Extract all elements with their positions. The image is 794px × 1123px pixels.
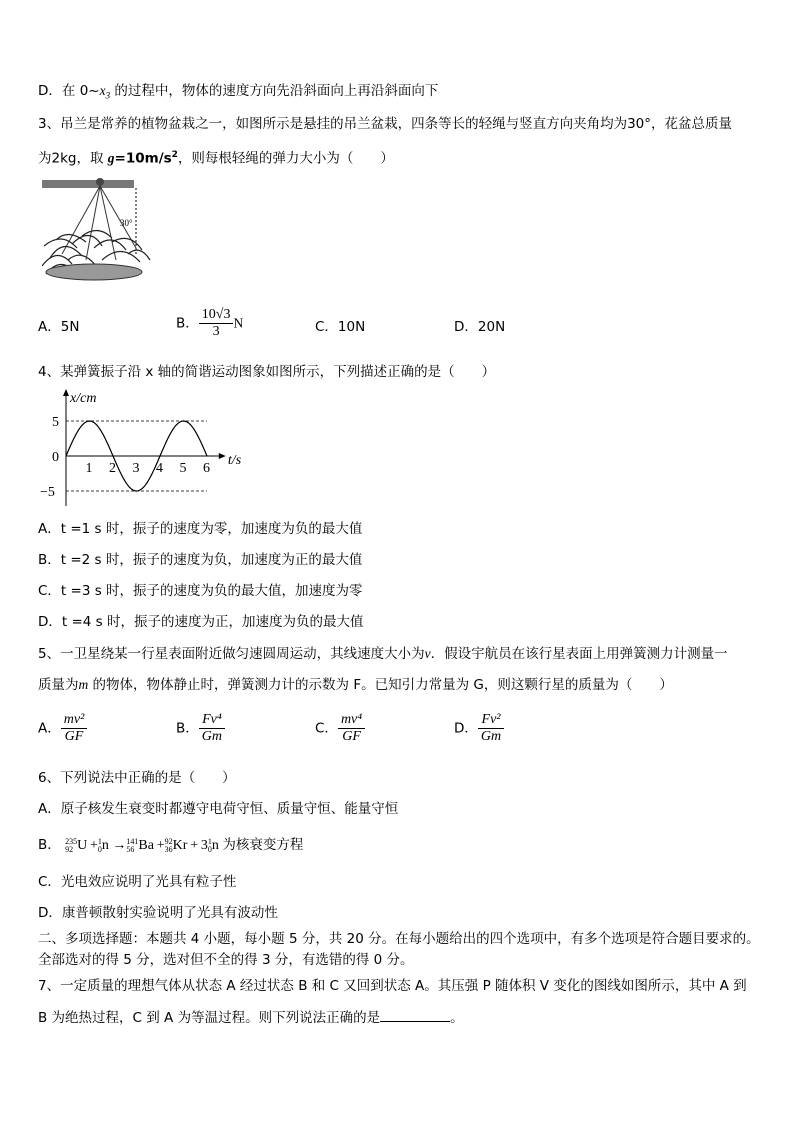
nuclear-equation: 235 92 U + 1 0 n → 141 56 Ba + 92 36 Kr + 3 1 0 n — [65, 836, 223, 854]
denominator: GF — [342, 729, 361, 744]
y-axis-label: x/cm — [70, 391, 97, 406]
q3-stem-line2 — [38, 146, 394, 168]
rope — [100, 186, 136, 248]
variable-g: g — [107, 150, 115, 166]
q6-option-c: C．光电效应说明了光具有粒子性 — [38, 874, 237, 890]
y-tick-label: 5 — [52, 415, 59, 430]
q3-option-a: A．5N — [38, 319, 80, 335]
stem-part: 的物体，物体静止时，弹簧测力计的示数为 F。已知引力常量为 G，则这颗行星的质量为（ ） — [88, 677, 673, 693]
y-tick-label: 0 — [52, 450, 59, 465]
option-text-part: 为核衰变方程 — [222, 837, 304, 853]
shm-chart — [38, 388, 248, 506]
section2-heading-line1: 二、多项选择题：本题共 4 小题，每小题 5 分，共 20 分。在每小题给出的四个选项中，有多个选项是符合题目要求的。 — [38, 931, 760, 947]
q3-option-b — [176, 307, 243, 340]
denominator: 3 — [212, 324, 220, 339]
variable-v: v — [424, 646, 431, 661]
y-tick-label: −5 — [40, 485, 55, 500]
fraction — [478, 712, 504, 745]
fraction — [199, 712, 225, 745]
x-tick-label: 1 — [85, 461, 93, 476]
rope — [86, 186, 100, 260]
option-label: D． — [454, 720, 478, 737]
stem-part: 5、一卫星绕某一行星表面附近做匀速圆周运动，其线速度大小为 — [38, 646, 425, 662]
stem-part: 为2kg，取 — [38, 150, 108, 167]
y-axis-arrow — [63, 389, 69, 396]
numerator: mv² — [61, 712, 88, 729]
x-axis-arrow — [219, 453, 226, 459]
stem-part: 。 — [450, 1010, 464, 1026]
q5-stem-line2 — [38, 676, 673, 694]
q7-stem-line1: 7、一定质量的理想气体从状态 A 经过状态 B 和 C 又回到状态 A。其压强 P 随体积 V 变化的图线如图所示，其中 A 到 — [38, 978, 747, 994]
x-tick-label: 2 — [109, 461, 116, 476]
q5-stem-line1 — [38, 645, 728, 663]
numerator: mv⁴ — [338, 712, 365, 729]
denominator: Gm — [480, 729, 502, 744]
x-tick-label: 4 — [156, 461, 163, 476]
option-label: B． — [176, 720, 199, 737]
numerator: Fv² — [478, 712, 504, 729]
numerator: Fv⁴ — [199, 712, 225, 729]
unit: N — [233, 315, 244, 331]
q2-option-d — [38, 82, 438, 105]
q3-stem-line1: 3、吊兰是常养的植物盆栽之一，如图所示是悬挂的吊兰盆栽，四条等长的轻绳与竖直方向夹角均为30°，花盆总质量 — [38, 116, 733, 132]
q4-option-b: B．t =2 s 时，振子的速度为负，加速度为正的最大值 — [38, 552, 363, 568]
hanging-bar — [42, 180, 134, 188]
stem-part: B 为绝热过程，C 到 A 为等温过程。则下列说法正确的是 — [38, 1010, 381, 1026]
option-text-part: 的过程中，物体的速度方向先沿斜面向上再沿斜面向下 — [110, 83, 439, 99]
q5-option-c — [315, 712, 365, 745]
q6-stem: 6、下列说法中正确的是（ ） — [38, 770, 236, 786]
q6-option-a: A．原子核发生衰变时都遵守电荷守恒、质量守恒、能量守恒 — [38, 801, 399, 817]
numerator: 10√3 — [199, 307, 234, 324]
x-tick-label: 3 — [132, 461, 140, 476]
x-tick-label: 5 — [179, 461, 187, 476]
q6-option-b — [38, 836, 303, 855]
stem-part: 质量为 — [38, 677, 79, 693]
option-label: A． — [38, 720, 61, 737]
answer-blank[interactable] — [380, 1009, 450, 1022]
q6-option-d: D．康普顿散射实验说明了光具有波动性 — [38, 905, 278, 921]
x-axis-label: t/s — [227, 453, 242, 468]
flower-pot — [46, 264, 142, 280]
rope — [62, 186, 100, 254]
superscript: 2 — [171, 150, 178, 160]
q5-option-a — [38, 712, 87, 745]
denominator: GF — [64, 729, 84, 744]
rope — [100, 186, 116, 260]
variable-x3: $x_3$ — [99, 83, 111, 101]
variable-m: m — [78, 677, 89, 692]
option-text-part: 在 0~ — [61, 83, 100, 99]
denominator: Gm — [201, 729, 222, 744]
hanging-plant-figure — [42, 176, 152, 284]
option-label: C． — [315, 720, 338, 737]
stem-part: ．假设宇航员在该行星表面上用弹簧测力计测量一 — [430, 646, 728, 662]
section2-heading-line2: 全部选对的得 5 分，选对但不全的得 3 分，有选错的得 0 分。 — [38, 952, 414, 968]
q3-option-d: D．20N — [454, 319, 506, 335]
option-label: B． — [176, 315, 199, 332]
q3-option-c: C．10N — [315, 319, 366, 335]
hook — [96, 178, 104, 186]
option-label: B． — [38, 837, 61, 853]
q4-stem: 4、某弹簧振子沿 x 轴的简谐运动图象如图所示，下列描述正确的是（ ） — [38, 364, 496, 380]
stem-part: =10m/s — [114, 150, 172, 167]
q5-option-d — [454, 712, 504, 745]
x-tick-label: 6 — [203, 461, 210, 476]
option-label: D． — [38, 83, 62, 99]
angle-label: 30° — [120, 218, 133, 228]
q4-option-c: C．t =3 s 时，振子的速度为负的最大值，加速度为零 — [38, 583, 363, 599]
q4-option-a: A．t =1 s 时，振子的速度为零，加速度为负的最大值 — [38, 521, 363, 537]
fraction — [61, 712, 88, 745]
q7-stem-line2 — [38, 1009, 464, 1027]
fraction — [199, 307, 234, 340]
q4-option-d: D．t =4 s 时，振子的速度为正，加速度为负的最大值 — [38, 614, 364, 630]
stem-part: ，则每根轻绳的弹力大小为（ ） — [177, 150, 394, 167]
q5-option-b — [176, 712, 225, 745]
fraction — [338, 712, 365, 745]
